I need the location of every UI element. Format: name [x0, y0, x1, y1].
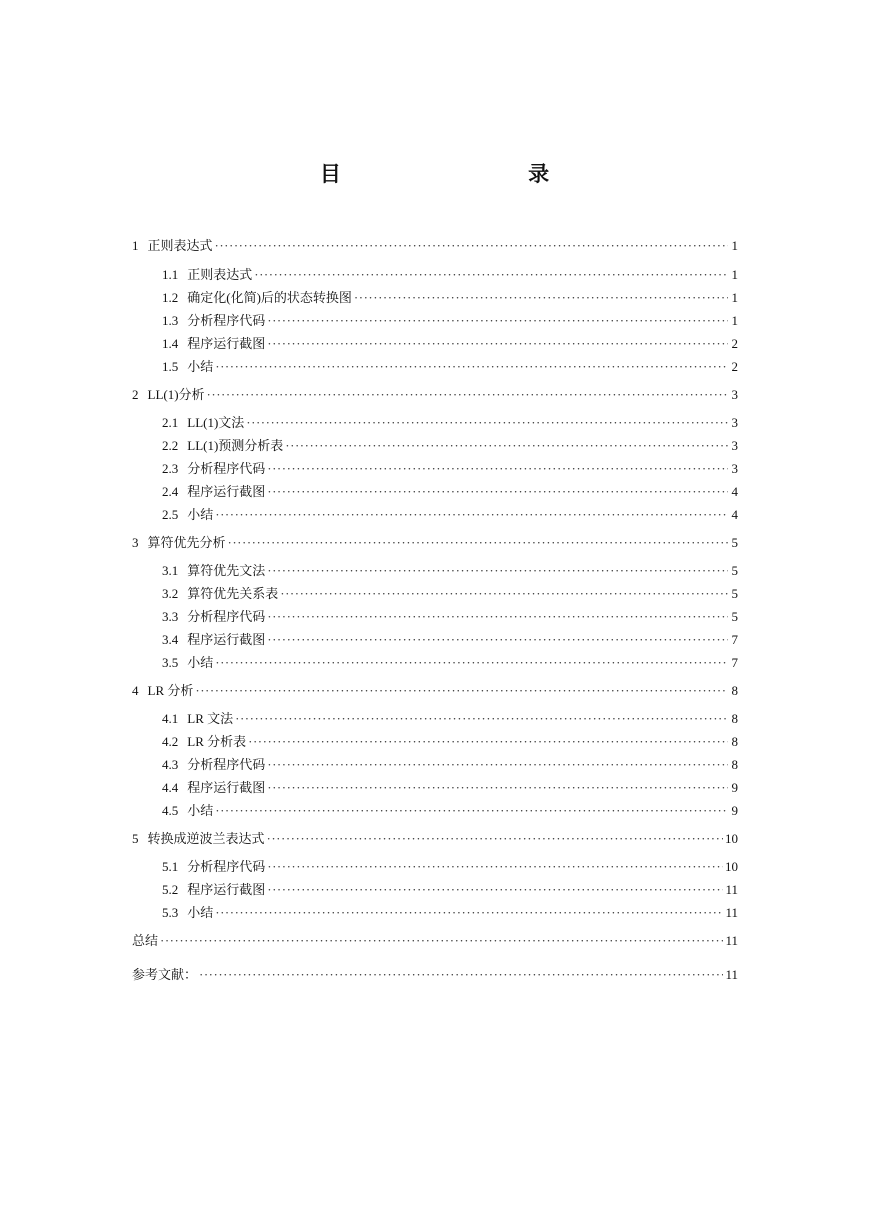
toc-entry-label: 分析程序代码 [187, 859, 266, 874]
toc-entry-label: LL(1)预测分析表 [187, 438, 284, 453]
toc-entry[interactable] [132, 965, 738, 985]
toc-title: 目 录 [319, 162, 640, 186]
toc-entry-number: 3.2 [162, 586, 179, 601]
toc-entry[interactable] [162, 584, 738, 604]
toc-entry-page: 9 [731, 780, 738, 795]
toc-entry-label: 确定化(化简)后的状态转换图 [187, 290, 352, 305]
toc-entry-number: 3.1 [162, 563, 179, 578]
toc-entry[interactable] [162, 459, 738, 479]
toc-entry-label: 总结 [132, 933, 159, 948]
toc-entry-page: 3 [731, 461, 738, 476]
toc-entry-label: 小结 [187, 359, 214, 374]
toc-entry[interactable] [162, 880, 738, 900]
toc-entry-label: 程序运行截图 [187, 484, 266, 499]
toc-entry-number: 1 [132, 238, 139, 253]
toc-leader-dots [215, 505, 728, 525]
toc-entry[interactable] [162, 709, 738, 729]
toc-entry[interactable] [132, 533, 738, 553]
toc-entry-page: 8 [731, 734, 738, 749]
toc-entry-number: 3.4 [162, 632, 179, 647]
toc-entry[interactable] [162, 482, 738, 502]
toc-leader-dots [207, 385, 728, 405]
toc-entry-label: LR 分析表 [187, 734, 247, 749]
toc-entry-label: 参考文献： [132, 967, 198, 982]
toc-entry-page: 2 [731, 359, 738, 374]
toc-leader-dots [246, 413, 728, 433]
toc-entry[interactable] [162, 288, 738, 308]
toc-leader-dots [228, 533, 728, 553]
toc-entry-page: 5 [731, 609, 738, 624]
toc-leader-dots [280, 584, 728, 604]
toc-entry-label: 分析程序代码 [187, 757, 266, 772]
toc-entry[interactable] [132, 681, 738, 701]
toc-entry-label: 算符优先文法 [187, 563, 266, 578]
toc-entry[interactable] [162, 311, 738, 331]
toc-entry-label: 程序运行截图 [187, 882, 266, 897]
toc-entry-label: LR 分析 [147, 683, 194, 698]
toc-entry-page: 7 [731, 655, 738, 670]
toc-entry-number: 2.2 [162, 438, 179, 453]
toc-leader-dots [267, 829, 723, 849]
toc-entry-page: 4 [731, 484, 738, 499]
toc-entry-number: 1.5 [162, 359, 179, 374]
toc-leader-dots [215, 903, 723, 923]
toc-entry-number: 3.5 [162, 655, 179, 670]
toc-entry-label: 小结 [187, 803, 214, 818]
toc-entry[interactable] [162, 436, 738, 456]
toc-entry-number: 2.5 [162, 507, 179, 522]
toc-entry-page: 10 [725, 859, 738, 874]
toc-leader-dots [215, 653, 728, 673]
toc-leader-dots [267, 334, 728, 354]
toc-entry-number: 4.2 [162, 734, 179, 749]
toc-entry-number: 2 [132, 387, 139, 402]
toc-leader-dots [267, 607, 728, 627]
toc-entry-number: 1.1 [162, 267, 179, 282]
toc-entry-number: 5 [132, 831, 139, 846]
toc-entry-page: 5 [731, 586, 738, 601]
toc-entry-page: 4 [731, 507, 738, 522]
toc-entry-page: 11 [725, 882, 738, 897]
toc-entry-page: 5 [731, 535, 738, 550]
toc-entry-number: 5.2 [162, 882, 179, 897]
toc-entry-number: 1.4 [162, 336, 179, 351]
toc-entry-label: 转换成逆波兰表达式 [147, 831, 265, 846]
toc-entry-number: 2.4 [162, 484, 179, 499]
toc-entry-page: 2 [731, 336, 738, 351]
toc-entry-page: 1 [731, 290, 738, 305]
toc-entry-number: 1.3 [162, 313, 179, 328]
toc-entry-label: 小结 [187, 655, 214, 670]
toc-entry-label: 算符优先关系表 [187, 586, 279, 601]
toc-leader-dots [254, 265, 728, 285]
toc-entry-label: 算符优先分析 [147, 535, 226, 550]
toc-entry-number: 3 [132, 535, 139, 550]
toc-entry-number: 4 [132, 683, 139, 698]
toc-entry-number: 4.4 [162, 780, 179, 795]
toc-entry-page: 11 [725, 933, 738, 948]
toc-entry-number: 4.3 [162, 757, 179, 772]
toc-entry-label: 正则表达式 [187, 267, 253, 282]
toc-entry-page: 9 [731, 803, 738, 818]
toc-entry-number: 5.3 [162, 905, 179, 920]
toc-leader-dots [267, 630, 728, 650]
toc-entry-number: 4.1 [162, 711, 179, 726]
toc-entry-number: 2.1 [162, 415, 179, 430]
toc-leader-dots [160, 931, 723, 951]
toc-entry[interactable] [162, 857, 738, 877]
toc-entry[interactable] [162, 778, 738, 798]
toc-leader-dots [267, 482, 728, 502]
toc-leader-dots [354, 288, 728, 308]
toc-entry-label: LR 文法 [187, 711, 234, 726]
toc-entry-page: 1 [731, 238, 738, 253]
toc-entry-page: 8 [731, 757, 738, 772]
toc-entry[interactable] [162, 653, 738, 673]
toc-entry[interactable] [162, 357, 738, 377]
toc-leader-dots [267, 778, 728, 798]
toc-entry[interactable] [162, 265, 738, 285]
toc-entry[interactable] [132, 829, 738, 849]
toc-leader-dots [267, 880, 723, 900]
toc-entry[interactable] [132, 931, 738, 951]
toc-entry-page: 1 [731, 267, 738, 282]
toc-leader-dots [215, 236, 728, 256]
toc-entry-page: 3 [731, 387, 738, 402]
toc-entry-label: LL(1)文法 [187, 415, 245, 430]
toc-entry-page: 5 [731, 563, 738, 578]
toc-leader-dots [215, 357, 728, 377]
toc-entry[interactable] [132, 236, 738, 256]
toc-entry[interactable] [162, 334, 738, 354]
toc-entry-label: 程序运行截图 [187, 336, 266, 351]
toc-entry-number: 3.3 [162, 609, 179, 624]
toc-entry-label: 小结 [187, 905, 214, 920]
toc-entry-label: 小结 [187, 507, 214, 522]
toc-entry[interactable] [162, 413, 738, 433]
toc-entry-label: 分析程序代码 [187, 461, 266, 476]
toc-entry-page: 1 [731, 313, 738, 328]
toc-leader-dots [267, 561, 728, 581]
toc-leader-dots [267, 311, 728, 331]
toc-leader-dots [248, 732, 728, 752]
toc-leader-dots [285, 436, 728, 456]
toc-entry[interactable] [132, 385, 738, 405]
toc-entry-label: 程序运行截图 [187, 632, 266, 647]
toc-entry[interactable] [162, 505, 738, 525]
toc-leader-dots [235, 709, 728, 729]
toc-entry[interactable] [162, 755, 738, 775]
toc-entry[interactable] [162, 561, 738, 581]
toc-entry[interactable] [162, 801, 738, 821]
toc-entry-label: 正则表达式 [147, 238, 213, 253]
toc-entry-page: 8 [731, 711, 738, 726]
toc-entry[interactable] [162, 630, 738, 650]
toc-entry-page: 11 [725, 905, 738, 920]
toc-entry[interactable] [162, 903, 738, 923]
toc-entry-label: 分析程序代码 [187, 313, 266, 328]
toc-leader-dots [195, 681, 728, 701]
toc-leader-dots [215, 801, 728, 821]
toc-entry[interactable] [162, 607, 738, 627]
toc-leader-dots [267, 459, 728, 479]
toc-entry-number: 2.3 [162, 461, 179, 476]
toc-entry-page: 11 [725, 967, 738, 982]
toc-leader-dots [267, 857, 723, 877]
toc-entry-label: LL(1)分析 [147, 387, 205, 402]
toc-entry-page: 3 [731, 415, 738, 430]
toc-entry[interactable] [162, 732, 738, 752]
toc-entry-page: 10 [725, 831, 738, 846]
toc-leader-dots [199, 965, 723, 985]
toc-entry-label: 分析程序代码 [187, 609, 266, 624]
toc-entry-page: 7 [731, 632, 738, 647]
toc-entry-number: 4.5 [162, 803, 179, 818]
toc-leader-dots [267, 755, 728, 775]
toc-entry-page: 8 [731, 683, 738, 698]
toc-entry-label: 程序运行截图 [187, 780, 266, 795]
toc-entry-page: 3 [731, 438, 738, 453]
toc-entry-number: 5.1 [162, 859, 179, 874]
toc-entry-number: 1.2 [162, 290, 179, 305]
